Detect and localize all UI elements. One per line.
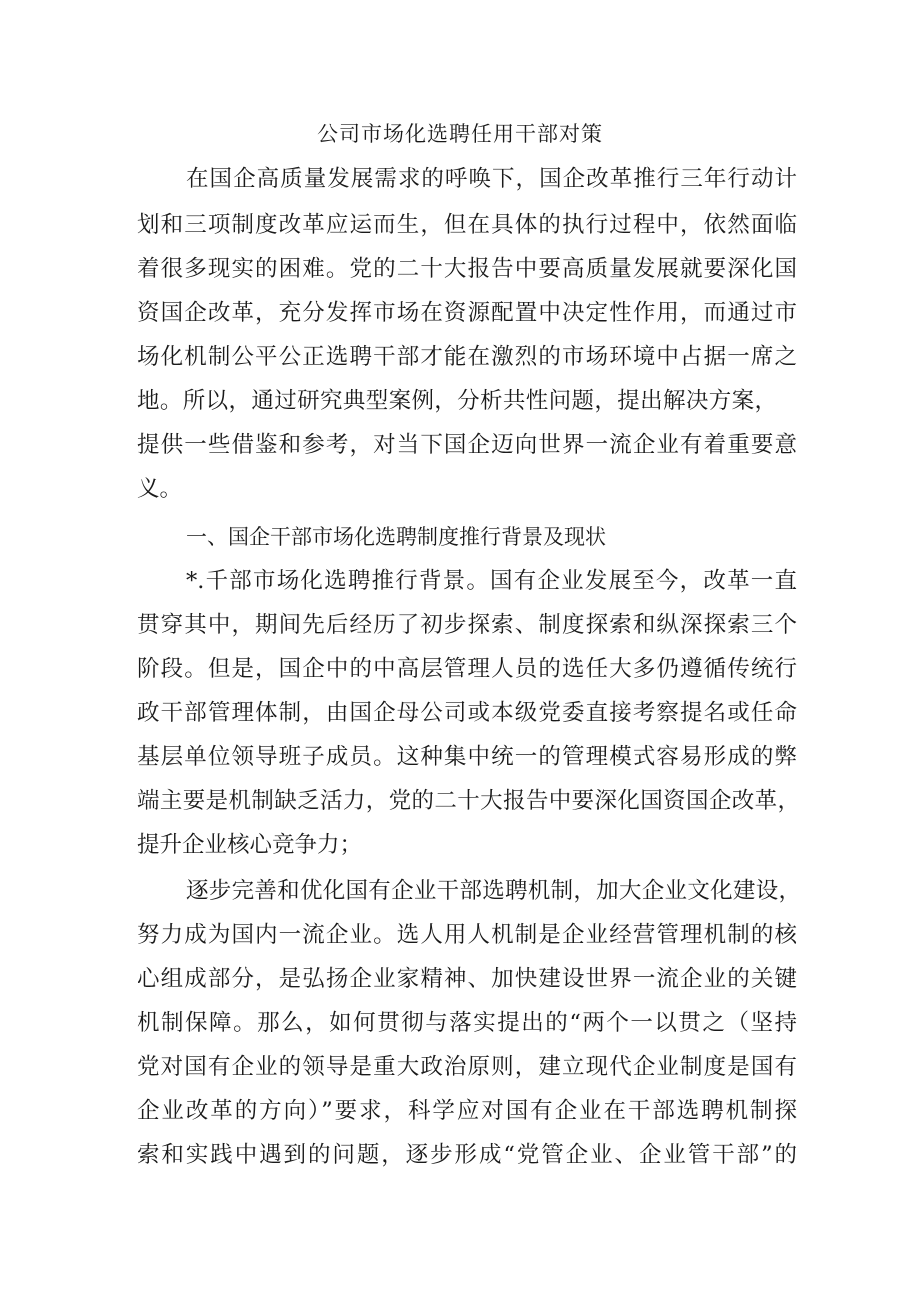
document-title: 公司市场化选聘任用干部对策 [317, 122, 603, 146]
paragraph-line: 企业改革的方向）”要求，科学应对国有企业在干部选聘机制探 [137, 1098, 797, 1124]
paragraph-line: 提升企业核心竞争力； [137, 832, 363, 858]
paragraph-line: 党对国有企业的领导是重大政治原则，建立现代企业制度是国有 [137, 1054, 797, 1080]
paragraph-line: 索和实践中遇到的问题，逐步形成“党管企业、企业管干部”的 [137, 1142, 797, 1168]
paragraph-line: 划和三项制度改革应运而生，但在具体的执行过程中，依然面临 [137, 212, 797, 238]
paragraph-line: 在国企高质量发展需求的呼唤下，国企改革推行三年行动计 [186, 166, 797, 192]
section-heading: 一、国企干部市场化选聘制度推行背景及现状 [186, 525, 606, 549]
paragraph-line: 阶段。但是，国企中的中高层管理人员的选任大多仍遵循传统行 [137, 656, 797, 682]
paragraph-line: 努力成为国内一流企业。选人用人机制是企业经营管理机制的核 [137, 922, 797, 948]
paragraph-line: 地。所以，通过研究典型案例，分析共性问题，提出解决方案， [137, 388, 777, 414]
paragraph-line: 政干部管理体制，由国企母公司或本级党委直接考察提名或任命 [137, 700, 797, 726]
paragraph-line: *.千部市场化选聘推行背景。国有企业发展至今，改革一直 [186, 568, 797, 594]
paragraph-line: 着很多现实的困难。党的二十大报告中要高质量发展就要深化国 [137, 256, 797, 282]
paragraph-line: 端主要是机制缺乏活力，党的二十大报告中要深化国资国企改革， [137, 788, 800, 814]
paragraph-line: 贯穿其中，期间先后经历了初步探索、制度探索和纵深探索三个 [137, 612, 797, 638]
paragraph-line: 基层单位领导班子成员。这种集中统一的管理模式容易形成的弊 [137, 744, 797, 770]
paragraph-line: 机制保障。那么，如何贯彻与落实提出的“两个一以贯之（坚持 [137, 1010, 797, 1036]
paragraph-line: 义。 [137, 476, 183, 502]
paragraph-line: 逐步完善和优化国有企业干部选聘机制，加大企业文化建设， [186, 878, 801, 904]
paragraph-line: 场化机制公平公正选聘干部才能在激烈的市场环境中占据一席之 [137, 344, 797, 370]
paragraph-line: 心组成部分，是弘扬企业家精神、加快建设世界一流企业的关键 [137, 966, 797, 992]
paragraph-line: 提供一些借鉴和参考，对当下国企迈向世界一流企业有着重要意 [137, 432, 797, 458]
paragraph-line: 资国企改革，充分发挥市场在资源配置中决定性作用，而通过市 [137, 300, 797, 326]
